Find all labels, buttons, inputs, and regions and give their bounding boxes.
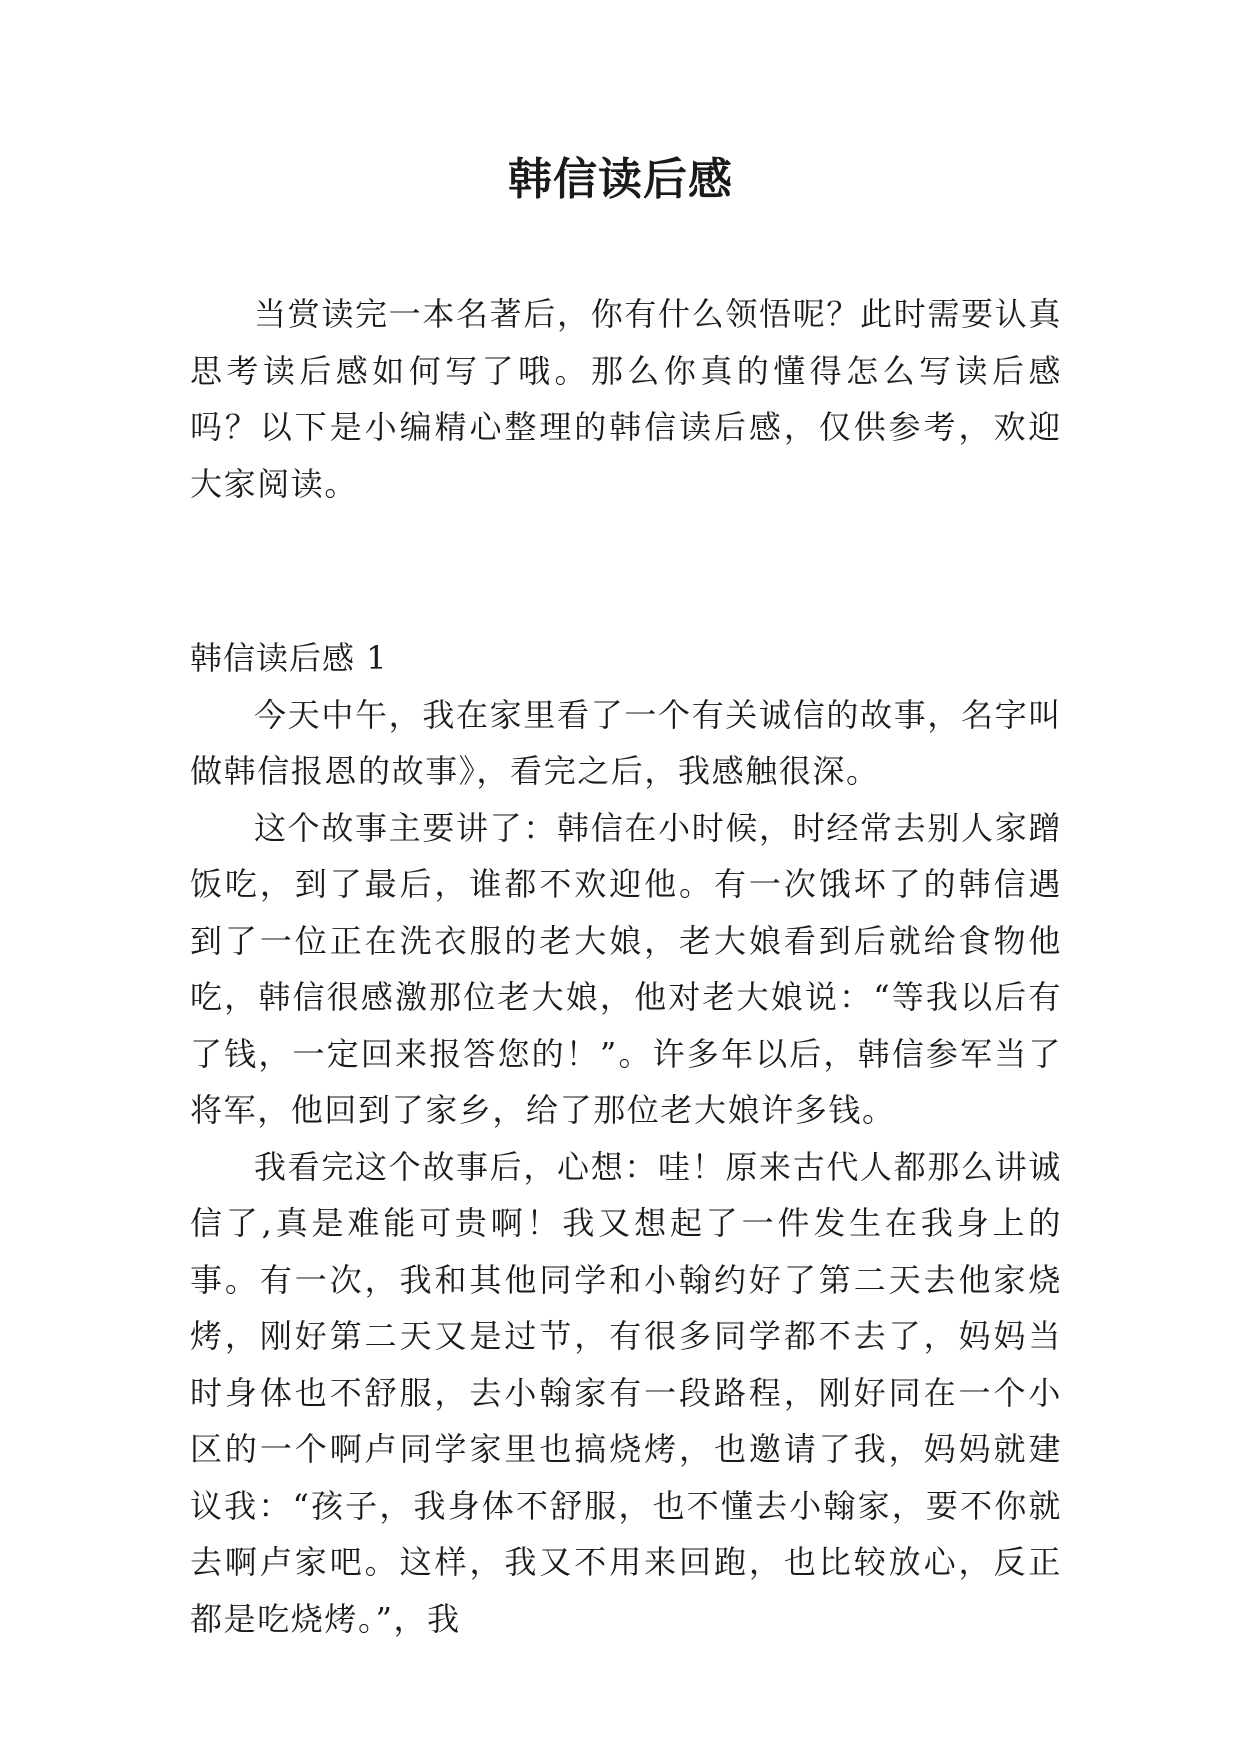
document-title: 韩信读后感 (508, 154, 733, 205)
body-paragraph-1: 今天中午，我在家里看了一个有关诚信的故事，名字叫做韩信报恩的故事》，看完之后，我感触很深。 (190, 695, 1062, 790)
body-paragraph-2: 这个故事主要讲了：韩信在小时候，时经常去别人家蹭饭吃，到了最后，谁都不欢迎他。有一次饿坏了的韩信遇到了一位正在洗衣服的老大娘，老大娘看到后就给食物他吃，韩信很感激那位老大娘，他对老大娘说：“等我以后有了钱，一定回来报答您的！”。许多年以后，韩信参军当了将军，他回到了家乡，给了那位老大娘许多钱。 (190, 808, 1062, 1129)
section-heading: 韩信读后感 1 (190, 639, 388, 677)
body-paragraph-3: 我看完这个故事后，心想：哇！原来古代人都那么讲诚信了,真是难能可贵啊！我又想起了一件发生在我身上的事。有一次，我和其他同学和小翰约好了第二天去他家烧烤，刚好第二天又是过节，有很多同学都不去了，妈妈当时身体也不舒服，去小翰家有一段路程，刚好同在一个小区的一个啊卢同学家里也搞烧烤，也邀请了我，妈妈就建议我：“孩子，我身体不舒服，也不懂去小翰家，要不你就去啊卢家吧。这样，我又不用来回跑，也比较放心，反正都是吃烧烤。”，我 (190, 1147, 1062, 1638)
document-body (190, 286, 1062, 1647)
section-spacer (190, 512, 1062, 630)
intro-paragraph: 当赏读完一本名著后，你有什么领悟呢？此时需要认真思考读后感如何写了哦。那么你真的懂得怎么写读后感吗？以下是小编精心整理的韩信读后感，仅供参考，欢迎大家阅读。 (190, 295, 1062, 503)
